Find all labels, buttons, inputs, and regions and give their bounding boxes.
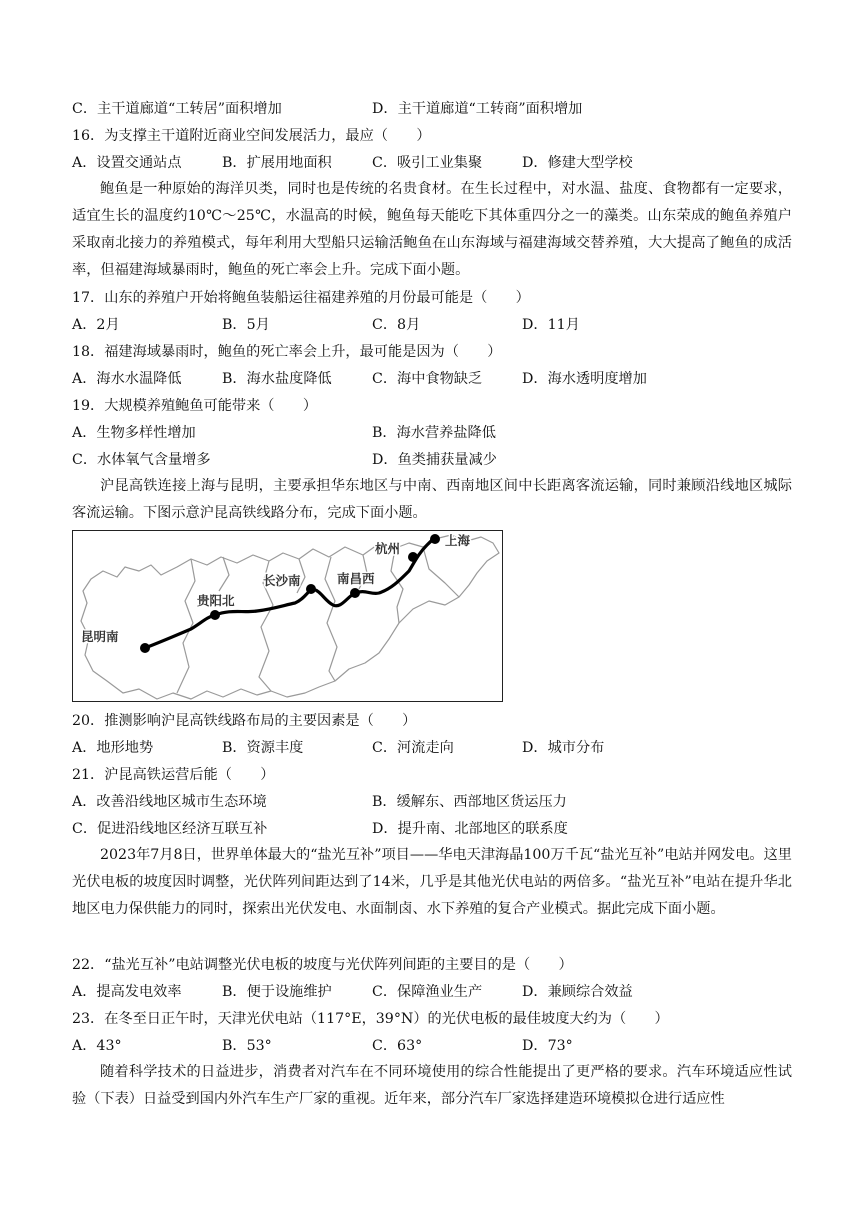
q16-option-c: C．吸引工业集聚 bbox=[372, 155, 483, 171]
q21-option-b: B．缓解东、西部地区货运压力 bbox=[372, 794, 567, 810]
q15-option-d: D．主干道廊道“工转商”面积增加 bbox=[372, 101, 583, 117]
q22-stem: 22．“盐光互补”电站调整光伏电板的坡度与光伏阵列间距的主要目的是（ ） bbox=[72, 957, 573, 973]
q18-option-c: C．海中食物缺乏 bbox=[372, 371, 483, 387]
railway-map-svg bbox=[73, 531, 501, 700]
q20-option-b: B．资源丰度 bbox=[222, 740, 304, 756]
city-dot-changsha bbox=[306, 584, 316, 594]
q18-option-b: B．海水盐度降低 bbox=[222, 371, 332, 387]
q23-option-c: C．63° bbox=[372, 1038, 423, 1054]
border-zhejiang-north bbox=[423, 547, 459, 597]
railway-map bbox=[72, 530, 503, 702]
city-dot-hangzhou bbox=[408, 552, 418, 562]
passage-car: 随着科学技术的日益进步，消费者对汽车在不同环境使用的综合性能提出了更严格的要求。汽车环境适应性试验（下表）日益受到国内外汽车生产厂家的重视。近年来，部分汽车厂家选择建造环境模拟仓进行适应性 bbox=[72, 1064, 792, 1107]
border-minor-1 bbox=[219, 557, 229, 591]
city-label-nanchang: 南昌西 bbox=[337, 571, 375, 586]
q19-option-c: C．水体氧气含量增多 bbox=[72, 452, 211, 468]
city-dot-guiyang bbox=[210, 610, 220, 620]
q15-option-c: C．主干道廊道“工转居”面积增加 bbox=[72, 101, 282, 117]
q17-option-d: D．11月 bbox=[522, 317, 580, 333]
q19-stem: 19．大规模养殖鲍鱼可能带来（ ） bbox=[72, 398, 318, 414]
region-outline bbox=[81, 535, 499, 699]
passage-railway: 沪昆高铁连接上海与昆明，主要承担华东地区与中南、西南地区间中长距离客流运输，同时兼顾沿线地区城际客流运输。下图示意沪昆高铁线路分布，完成下面小题。 bbox=[72, 478, 792, 521]
passage-solar: 2023年7月8日，世界单体最大的“盐光互补”项目——华电天津海晶100万千瓦“盐光互补”电站并网发电。这里光伏电板的坡度因时调整，光伏阵列间距达到了14米，几乎是其他光伏电站的两倍多。“盐光互补”电站在提升华北地区电力保供能力的同时，探索出光伏发电、水面制卤、水下养殖的复合产业模式。据此完成下面小题。 bbox=[72, 847, 792, 917]
passage-abalone: 鲍鱼是一种原始的海洋贝类，同时也是传统的名贵食材。在生长过程中，对水温、盐度、食物都有一定要求，适宜生长的温度约10℃～25℃，水温高的时候，鲍鱼每天能吃下其体重四分之一的藻类。山东荣成的鲍鱼养殖户采取南北接力的养殖模式，每年利用大型船只运输活鲍鱼在山东海域与福建海域交替养殖，大大提高了鲍鱼的成活率，但福建海域暴雨时，鲍鱼的死亡率会上升。完成下面小题。 bbox=[72, 181, 792, 278]
q16-option-a: A．设置交通站点 bbox=[72, 155, 182, 171]
city-label-shanghai: 上海 bbox=[445, 533, 471, 548]
border-hunan-jiangxi bbox=[325, 557, 337, 681]
city-dot-nanchang bbox=[350, 588, 360, 598]
q18-option-d: D．海水透明度增加 bbox=[522, 371, 647, 387]
q16-option-b: B．扩展用地面积 bbox=[222, 155, 332, 171]
q23-option-b: B．53° bbox=[222, 1038, 272, 1054]
q22-option-c: C．保障渔业生产 bbox=[372, 984, 483, 1000]
q16-stem: 16．为支撑主干道附近商业空间发展活力，最应（ ） bbox=[72, 128, 431, 144]
q17-stem: 17．山东的养殖户开始将鲍鱼装船运往福建养殖的月份最可能是（ ） bbox=[72, 290, 530, 306]
q21-option-d: D．提升南、北部地区的联系度 bbox=[372, 821, 568, 837]
q17-option-b: B．5月 bbox=[222, 317, 270, 333]
city-dot-shanghai bbox=[430, 534, 440, 544]
q22-option-a: A．提高发电效率 bbox=[72, 984, 182, 1000]
city-dot-kunming bbox=[140, 643, 150, 653]
q17-option-c: C．8月 bbox=[372, 317, 421, 333]
q16-option-d: D．修建大型学校 bbox=[522, 155, 633, 171]
q21-stem: 21．沪昆高铁运营后能（ ） bbox=[72, 767, 275, 783]
q22-option-b: B．便于设施维护 bbox=[222, 984, 332, 1000]
province-borders bbox=[81, 535, 499, 699]
q19-option-a: A．生物多样性增加 bbox=[72, 425, 196, 441]
q22-option-d: D．兼顾综合效益 bbox=[522, 984, 633, 1000]
q23-option-a: A．43° bbox=[72, 1038, 122, 1054]
city-label-kunming: 昆明南 bbox=[81, 629, 119, 644]
q19-option-d: D．鱼类捕获量减少 bbox=[372, 452, 497, 468]
q20-stem: 20．推测影响沪昆高铁线路布局的主要因素是（ ） bbox=[72, 713, 417, 729]
q17-option-a: A．2月 bbox=[72, 317, 120, 333]
q20-option-a: A．地形地势 bbox=[72, 740, 154, 756]
city-label-changsha: 长沙南 bbox=[263, 573, 301, 588]
q20-option-c: C．河流走向 bbox=[372, 740, 454, 756]
q23-option-d: D．73° bbox=[522, 1038, 573, 1054]
q20-option-d: D．城市分布 bbox=[522, 740, 605, 756]
q18-option-a: A．海水水温降低 bbox=[72, 371, 182, 387]
q19-option-b: B．海水营养盐降低 bbox=[372, 425, 496, 441]
border-yunnan-guizhou bbox=[177, 559, 195, 693]
city-label-hangzhou: 杭州 bbox=[375, 541, 401, 556]
city-label-guiyang: 贵阳北 bbox=[197, 593, 235, 608]
q21-option-c: C．促进沿线地区经济互联互补 bbox=[72, 821, 268, 837]
q23-stem: 23．在冬至日正午时，天津光伏电站（117°E，39°N）的光伏电板的最佳坡度大约为（ ） bbox=[72, 1011, 669, 1027]
q18-stem: 18．福建海域暴雨时，鲍鱼的死亡率会上升，最可能是因为（ ） bbox=[72, 344, 502, 360]
q21-option-a: A．改善沿线地区城市生态环境 bbox=[72, 794, 267, 810]
